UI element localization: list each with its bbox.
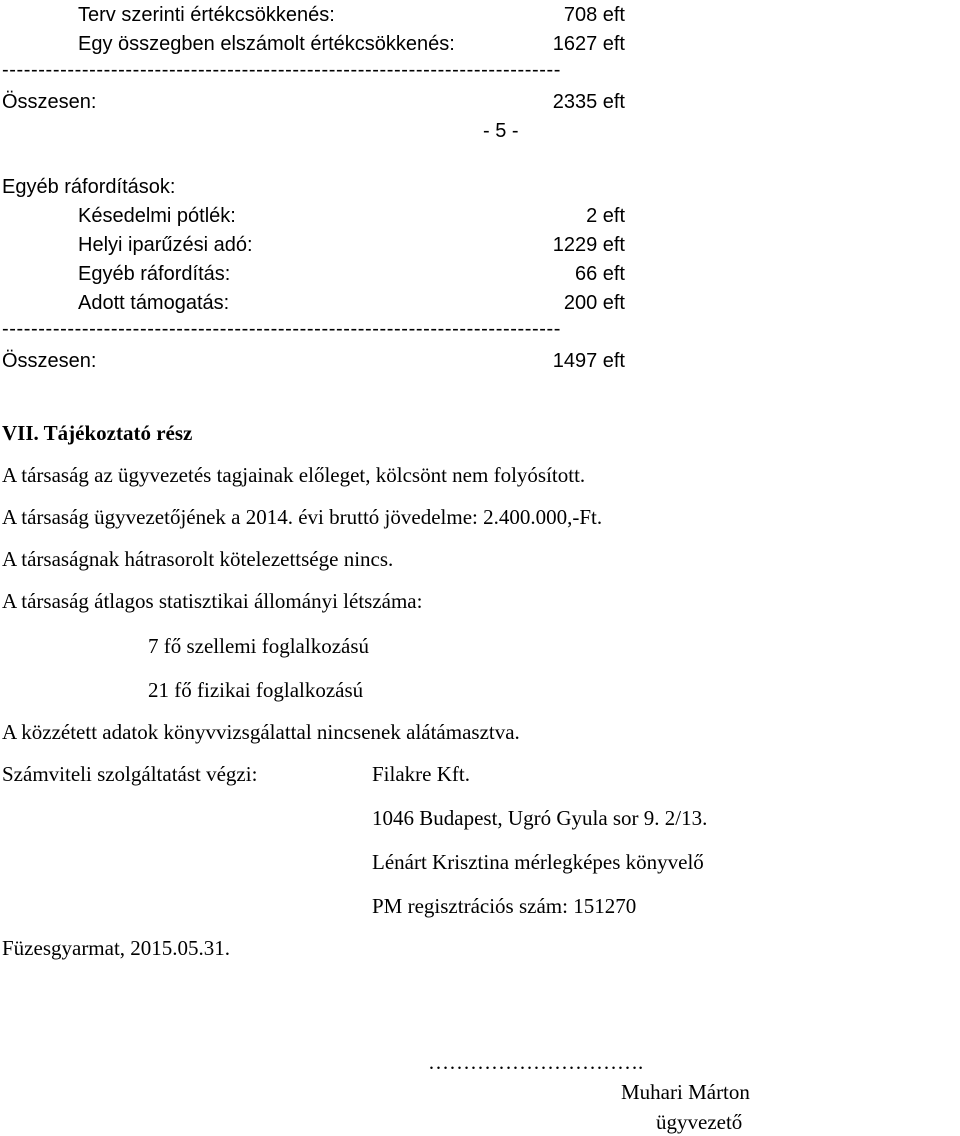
signatory-name: Muhari Márton bbox=[621, 1080, 750, 1104]
expense-item-label: Egyéb ráfordítás: bbox=[78, 263, 231, 285]
section-heading: VII. Tájékoztató rész bbox=[2, 421, 193, 445]
lump-depreciation-value: 1627 eft bbox=[552, 33, 625, 55]
info-line: A társaság az ügyvezetés tagjainak előleget, kölcsönt nem folyósított. bbox=[2, 463, 586, 487]
expense-item-label: Helyi iparűzési adó: bbox=[78, 234, 253, 256]
other-expenses-title: Egyéb ráfordítások: bbox=[2, 176, 176, 198]
info-line: A társaság átlagos statisztikai állományi létszáma: bbox=[2, 589, 423, 613]
place-date: Füzesgyarmat, 2015.05.31. bbox=[2, 936, 231, 960]
accounting-label: Számviteli szolgáltatást végzi: bbox=[2, 762, 258, 786]
staff-line: 21 fő fizikai foglalkozású bbox=[148, 678, 364, 702]
planned-depreciation-label: Terv szerinti értékcsökkenés: bbox=[78, 4, 335, 26]
info-line: A társaság ügyvezetőjének a 2014. évi bruttó jövedelme: 2.400.000,-Ft. bbox=[2, 505, 603, 529]
divider-line: ----------------------------------------------------------------------------- bbox=[2, 60, 562, 80]
other-expenses-total-label: Összesen: bbox=[2, 350, 97, 372]
expense-item-value: 1229 eft bbox=[552, 234, 625, 256]
planned-depreciation-value: 708 eft bbox=[563, 4, 625, 26]
page-number: - 5 - bbox=[483, 120, 519, 142]
expense-item-value: 66 eft bbox=[574, 263, 625, 285]
depreciation-total-value: 2335 eft bbox=[552, 91, 625, 113]
registration-number: PM regisztrációs szám: 151270 bbox=[372, 894, 637, 918]
expense-item-label: Adott támogatás: bbox=[78, 292, 230, 314]
accounting-address: 1046 Budapest, Ugró Gyula sor 9. 2/13. bbox=[372, 806, 708, 830]
expense-item-label: Késedelmi pótlék: bbox=[78, 205, 236, 227]
accounting-company: Filakre Kft. bbox=[372, 762, 470, 786]
audit-note: A közzétett adatok könyvvizsgálattal nincsenek alátámasztva. bbox=[2, 720, 520, 744]
expense-item-value: 2 eft bbox=[586, 205, 625, 227]
staff-line: 7 fő szellemi foglalkozású bbox=[148, 634, 370, 658]
divider-line: ----------------------------------------------------------------------------- bbox=[2, 319, 562, 339]
lump-depreciation-label: Egy összegben elszámolt értékcsökkenés: bbox=[78, 33, 455, 55]
expense-item-value: 200 eft bbox=[563, 292, 625, 314]
accountant-name: Lénárt Krisztina mérlegképes könyvelő bbox=[372, 850, 704, 874]
depreciation-total-label: Összesen: bbox=[2, 91, 97, 113]
signature-dots: …………………………. bbox=[428, 1050, 644, 1074]
signatory-title: ügyvezető bbox=[656, 1110, 743, 1134]
info-line: A társaságnak hátrasorolt kötelezettsége nincs. bbox=[2, 547, 394, 571]
other-expenses-total-value: 1497 eft bbox=[552, 350, 625, 372]
